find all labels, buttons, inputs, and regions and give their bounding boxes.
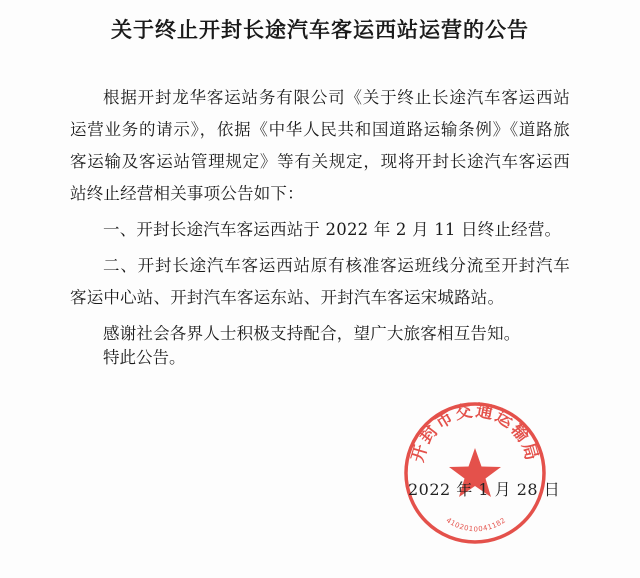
closing-text: 特此公告。: [103, 348, 186, 367]
paragraph-item-1: 一、开封长途汽车客运西站于 2022 年 2 月 11 日终止经营。: [103, 220, 562, 239]
official-seal-stamp: [400, 398, 550, 548]
document-date: 2022 年 1 月 28 日: [408, 480, 561, 499]
svg-text:开封市交通运输局: 开封市交通运输局: [408, 400, 542, 465]
svg-text:4102010041182: 4102010041182: [444, 516, 508, 534]
document-body: [70, 82, 570, 350]
paragraph-item-2: 二、开封长途汽车客运西站原有核准客运班线分流至开封汽车客运中心站、开封汽车客运东站、开封汽车客运宋城路站。: [70, 256, 570, 307]
document-title: 关于终止开封长途汽车客运西站运营的公告: [111, 18, 529, 42]
paragraph-thanks: 感谢社会各界人士积极支持配合，望广大旅客相互告知。: [103, 324, 521, 343]
paragraph-intro: 根据开封龙华客运站务有限公司《关于终止长途汽车客运西站运营业务的请示》，依据《中华人民共和国道路运输条例》《道路旅客运输及客运站管理规定》等有关规定，现将开封长途汽车客运西站终止经营相关事项公告如下：: [70, 88, 570, 203]
